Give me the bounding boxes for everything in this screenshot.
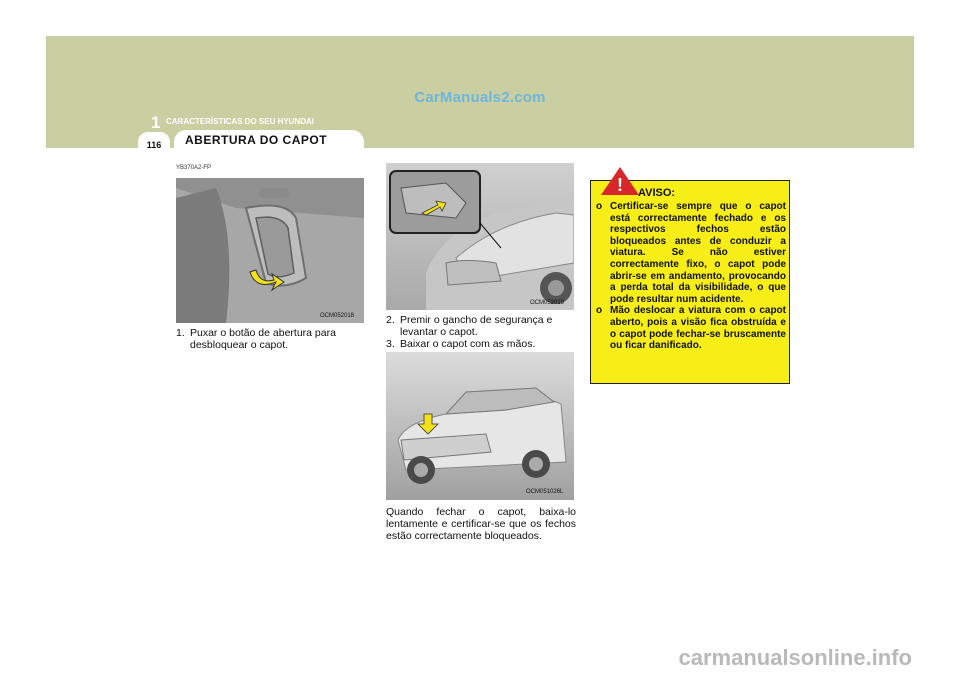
photo-hood-release <box>176 178 364 323</box>
step-1: 1. Puxar o botão de abertura para desbloquear o capot. <box>176 327 336 351</box>
warning-item: o Mão deslocar a viatura com o capot aberto, pois a visão fica obstruída e o capot pode fechar-se bruscamente ou ficar danificado. <box>596 305 786 352</box>
photo-closing-hood <box>386 352 574 500</box>
chapter-number: 1 <box>151 113 161 132</box>
warning-item: o Certificar-se sempre que o capot está correctamente fechado e os respectivos fechos estão bloqueados antes de conduzir a viatura. Se não estiver correctamente fixo, o capot pode abrir-se em andamento, provocando a perda total da visibilidade, o que pode resultar num acidente. <box>596 201 786 305</box>
section-title: ABERTURA DO CAPOT <box>185 133 328 147</box>
warning-symbol: ! <box>617 175 623 195</box>
warning-items <box>596 201 786 352</box>
image-code: OCM052019 <box>530 300 565 306</box>
watermark-bottom[interactable]: carmanualsonline.info <box>678 645 912 670</box>
page-number: 116 <box>146 140 162 150</box>
image-code: OCM052018 <box>320 313 355 319</box>
watermark-top[interactable]: CarManuals2.com <box>414 89 546 106</box>
steps-2-3: 2. Premir o gancho de segurança e levantar o capot. 3. Baixar o capot com as mãos. <box>386 314 553 350</box>
warning-title: AVISO: <box>638 187 676 199</box>
warning-triangle-icon <box>600 166 640 201</box>
doc-code: YB370A2-FP <box>176 165 212 171</box>
closing-instructions: Quando fechar o capot, baixa-lo lentamente e certificar-se que os fechos estão correctamente bloqueados. <box>386 506 576 542</box>
photo-safety-hook <box>386 163 574 310</box>
chapter-title: CARACTERÍSTICAS DO SEU HYUNDAI <box>166 117 315 126</box>
image-code: OCM051026L <box>526 489 564 495</box>
